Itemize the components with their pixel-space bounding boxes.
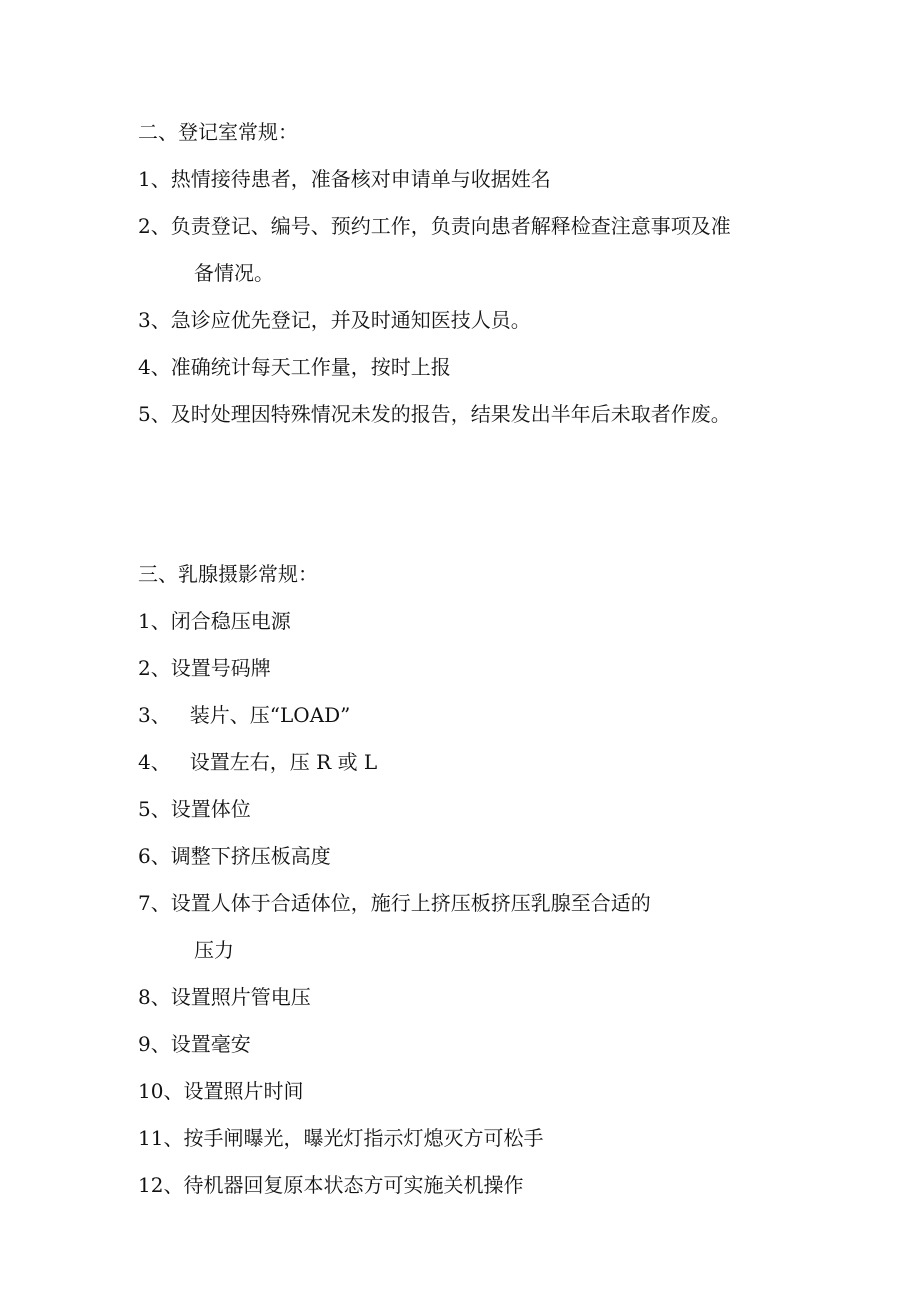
item-text: 设置体位	[170, 797, 251, 821]
list-item	[138, 885, 818, 968]
item-text: 闭合稳压电源	[170, 609, 291, 633]
item-number: 3、	[138, 703, 171, 727]
list-item	[138, 208, 818, 291]
list-item	[138, 1167, 818, 1203]
item-text: 及时处理因特殊情况未发的报告，结果发出半年后未取者作废。	[170, 402, 731, 426]
item-continuation: 压力	[194, 938, 234, 962]
item-number: 5、	[138, 402, 171, 426]
item-text: 设置照片管电压	[170, 985, 311, 1009]
item-text: 热情接待患者，准备核对申请单与收据姓名	[170, 167, 551, 191]
item-number: 3、	[138, 308, 171, 332]
list-item	[138, 697, 818, 733]
item-number: 8、	[138, 985, 171, 1009]
list-item	[138, 1120, 818, 1156]
section-registration-room	[138, 114, 818, 443]
item-number: 5、	[138, 797, 171, 821]
list-item	[138, 396, 818, 432]
item-number: 10、	[138, 1079, 184, 1103]
list-item	[138, 979, 818, 1015]
item-number: 6、	[138, 844, 171, 868]
list-item	[138, 349, 818, 385]
item-number: 1、	[138, 167, 171, 191]
item-number: 2、	[138, 656, 171, 680]
item-text: 负责登记、编号、预约工作，负责向患者解释检查注意事项及准	[170, 214, 731, 238]
section-heading: 二、登记室常规：	[138, 120, 298, 144]
list-item	[138, 161, 818, 197]
section-mammography	[138, 556, 818, 1214]
item-number: 12、	[138, 1173, 184, 1197]
item-text: 待机器回复原本状态方可实施关机操作	[183, 1173, 524, 1197]
list-item	[138, 744, 818, 780]
list-item	[138, 1026, 818, 1062]
item-text: 调整下挤压板高度	[170, 844, 331, 868]
item-text: 设置毫安	[170, 1032, 251, 1056]
list-item	[138, 302, 818, 338]
item-number: 4、	[138, 355, 171, 379]
item-text: 设置人体于合适体位，施行上挤压板挤压乳腺至合适的	[170, 891, 651, 915]
item-number: 2、	[138, 214, 171, 238]
list-item	[138, 650, 818, 686]
item-text: 按手闸曝光，曝光灯指示灯熄灭方可松手	[183, 1126, 544, 1150]
list-item	[138, 603, 818, 639]
list-item	[138, 838, 818, 874]
list-item	[138, 791, 818, 827]
item-number: 9、	[138, 1032, 171, 1056]
item-number: 1、	[138, 609, 171, 633]
item-text: 设置号码牌	[170, 656, 271, 680]
item-text: 装片、压“LOAD”	[170, 703, 351, 727]
item-number: 7、	[138, 891, 171, 915]
item-number: 11、	[138, 1126, 184, 1150]
item-text: 设置左右，压 R 或 L	[170, 750, 378, 774]
item-text: 设置照片时间	[183, 1079, 304, 1103]
list-item	[138, 1073, 818, 1109]
item-text: 准确统计每天工作量，按时上报	[170, 355, 451, 379]
item-number: 4、	[138, 750, 171, 774]
section-heading: 三、乳腺摄影常规：	[138, 562, 318, 586]
item-text: 急诊应优先登记，并及时通知医技人员。	[170, 308, 531, 332]
item-continuation: 备情况。	[194, 261, 274, 285]
